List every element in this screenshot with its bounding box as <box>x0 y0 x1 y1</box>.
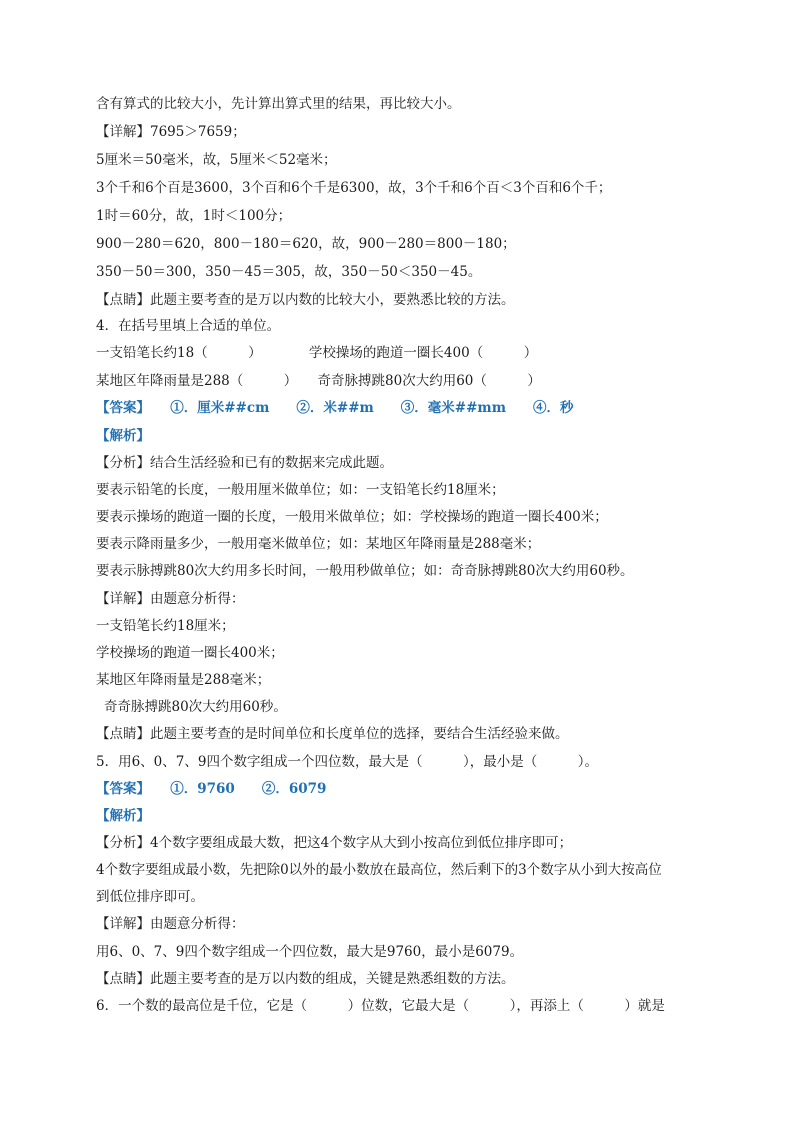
answer-line: 【答案】 ①．9760 ②．6079 <box>96 781 327 797</box>
text-line: 到低位排序即可。 <box>96 889 204 905</box>
question-line: 一支铅笔长约18（ ） 学校操场的跑道一圈长400（ ） <box>96 345 538 361</box>
text-line: 要表示降雨量多少，一般用毫米做单位；如：某地区年降雨量是288毫米； <box>96 536 541 552</box>
text-line: 某地区年降雨量是288毫米； <box>96 672 271 688</box>
detail-line: 【详解】由题意分析得： <box>96 916 245 932</box>
detail-line: 【详解】由题意分析得： <box>96 591 245 607</box>
text-line: 含有算式的比较大小，先计算出算式里的结果，再比较大小。 <box>96 96 461 112</box>
text-line: 用6、0、7、9四个数字组成一个四位数，最大是9760，最小是6079。 <box>96 944 524 960</box>
text-line: 要表示脉搏跳80次大约用多长时间，一般用秒做单位；如：奇奇脉搏跳80次大约用60秒。 <box>96 563 634 579</box>
analysis-line: 【分析】结合生活经验和已有的数据来完成此题。 <box>96 455 393 471</box>
text-line: 要表示操场的跑道一圈的长度，一般用米做单位；如：学校操场的跑道一圈长400米； <box>96 509 608 525</box>
text-line: 学校操场的跑道一圈长400米； <box>96 645 284 661</box>
question-5-title: 5．用6、0、7、9四个数字组成一个四位数，最大是（ ），最小是（ ）。 <box>96 754 598 770</box>
text-line: 3个千和6个百是3600，3个百和6个千是6300，故，3个千和6个百＜3个百和6个千； <box>96 180 612 196</box>
remark-line: 【点睛】此题主要考查的是万以内数的组成，关键是熟悉组数的方法。 <box>96 971 515 987</box>
question-4-title: 4．在括号里填上合适的单位。 <box>96 318 281 334</box>
text-line: 5厘米＝50毫米，故，5厘米＜52毫米； <box>96 152 337 168</box>
question-line: 某地区年降雨量是288（ ） 奇奇脉搏跳80次大约用60（ ） <box>96 373 541 389</box>
text-line: 4个数字要组成最小数，先把除0以外的最小数放在最高位，然后剩下的3个数字从小到大按高位 <box>96 862 662 878</box>
question-6-title: 6．一个数的最高位是千位，它是（ ）位数，它最大是（ ），再添上（ ）就是 <box>96 998 665 1014</box>
analysis-heading: 【解析】 <box>96 808 150 824</box>
analysis-heading: 【解析】 <box>96 428 150 444</box>
remark-line: 【点睛】此题主要考查的是万以内数的比较大小，要熟悉比较的方法。 <box>96 292 515 308</box>
answer-line: 【答案】 ①．厘米##cm ②．米##m ③．毫米##mm ④．秒 <box>96 400 574 416</box>
text-line: 一支铅笔长约18厘米； <box>96 618 235 634</box>
remark-line: 【点睛】此题主要考查的是时间单位和长度单位的选择，要结合生活经验来做。 <box>96 726 569 742</box>
text-line: 900－280＝620，800－180＝620，故，900－280＝800－180； <box>96 236 516 252</box>
detail-line: 【详解】7695＞7659； <box>96 124 246 140</box>
text-line: 奇奇脉搏跳80次大约用60秒。 <box>104 699 287 715</box>
text-line: 350－50＝300，350－45＝305，故，350－50＜350－45。 <box>96 264 482 280</box>
text-line: 1时＝60分，故，1时＜100分； <box>96 208 292 224</box>
text-line: 要表示铅笔的长度，一般用厘米做单位；如：一支铅笔长约18厘米； <box>96 482 505 498</box>
analysis-line: 【分析】4个数字要组成最大数，把这4个数字从大到小按高位到低位排序即可； <box>96 835 573 851</box>
